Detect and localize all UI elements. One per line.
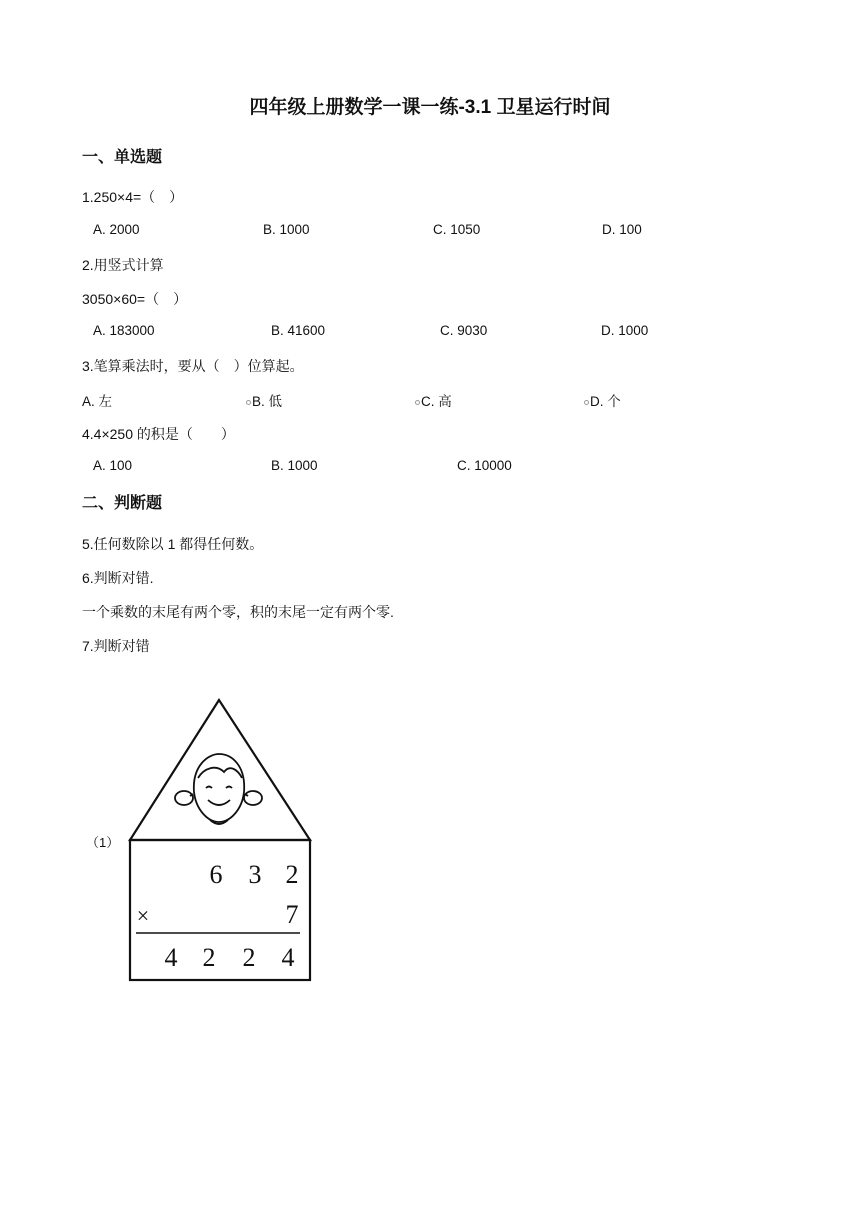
question-2-expression: 3050×60=（ ） bbox=[82, 291, 188, 307]
q1-option-c[interactable]: C. 1050 bbox=[433, 222, 481, 237]
q2-option-a[interactable]: A. 183000 bbox=[93, 323, 155, 338]
q3-option-b-label: B. 低 bbox=[252, 394, 283, 409]
question-4: 4.4×250 的积是（ ） bbox=[82, 426, 235, 442]
q4-option-b[interactable]: B. 1000 bbox=[271, 458, 318, 473]
digit-3: 3 bbox=[248, 860, 262, 889]
q3-option-c-label: C. 高 bbox=[421, 394, 452, 409]
option-bullet-icon bbox=[246, 400, 251, 405]
question-2: 2.用竖式计算 bbox=[82, 257, 164, 273]
q1-option-b[interactable]: B. 1000 bbox=[263, 222, 310, 237]
result-digit-4: 4 bbox=[281, 943, 295, 972]
page-title: 四年级上册数学一课一练-3.1 卫星运行时间 bbox=[249, 97, 611, 118]
question-6-statement: 一个乘数的末尾有两个零，积的末尾一定有两个零. bbox=[82, 604, 394, 620]
option-bullet-icon bbox=[584, 400, 589, 405]
girl-face-icon bbox=[175, 754, 262, 824]
q4-option-a[interactable]: A. 100 bbox=[93, 458, 133, 473]
q1-option-a[interactable]: A. 2000 bbox=[93, 222, 140, 237]
q3-option-a[interactable]: A. 左 bbox=[82, 394, 113, 409]
result-digit-3: 2 bbox=[242, 943, 256, 972]
q3-option-d-label: D. 个 bbox=[590, 394, 621, 409]
q4-option-c[interactable]: C. 10000 bbox=[457, 458, 512, 473]
question-5: 5.任何数除以 1 都得任何数。 bbox=[82, 536, 264, 552]
digit-2: 2 bbox=[285, 860, 299, 889]
sub-question-label: （1） bbox=[86, 835, 120, 850]
q3-option-c[interactable] bbox=[415, 390, 452, 410]
q3-option-b[interactable] bbox=[246, 390, 282, 410]
option-bullet-icon bbox=[415, 400, 420, 405]
question-3: 3.笔算乘法时，要从（ ）位算起。 bbox=[82, 358, 304, 374]
q3-option-d[interactable] bbox=[584, 390, 621, 410]
question-6: 6.判断对错. bbox=[82, 570, 154, 586]
section-heading-single-choice: 一、单选题 bbox=[82, 149, 163, 166]
section-heading-true-false: 二、判断题 bbox=[82, 495, 163, 512]
result-digit-1: 4 bbox=[164, 943, 178, 972]
house-multiplication-figure bbox=[120, 690, 320, 986]
result-digit-2: 2 bbox=[202, 943, 216, 972]
multiplier-digit: 7 bbox=[285, 900, 299, 929]
q2-option-b[interactable]: B. 41600 bbox=[271, 323, 326, 338]
times-sign: × bbox=[136, 903, 150, 928]
question-7: 7.判断对错 bbox=[82, 638, 150, 654]
q2-option-d[interactable]: D. 1000 bbox=[601, 323, 649, 338]
q2-option-c[interactable]: C. 9030 bbox=[440, 323, 488, 338]
question-1: 1.250×4=（ ） bbox=[82, 189, 184, 205]
digit-6: 6 bbox=[209, 860, 223, 889]
q1-option-d[interactable]: D. 100 bbox=[602, 222, 642, 237]
